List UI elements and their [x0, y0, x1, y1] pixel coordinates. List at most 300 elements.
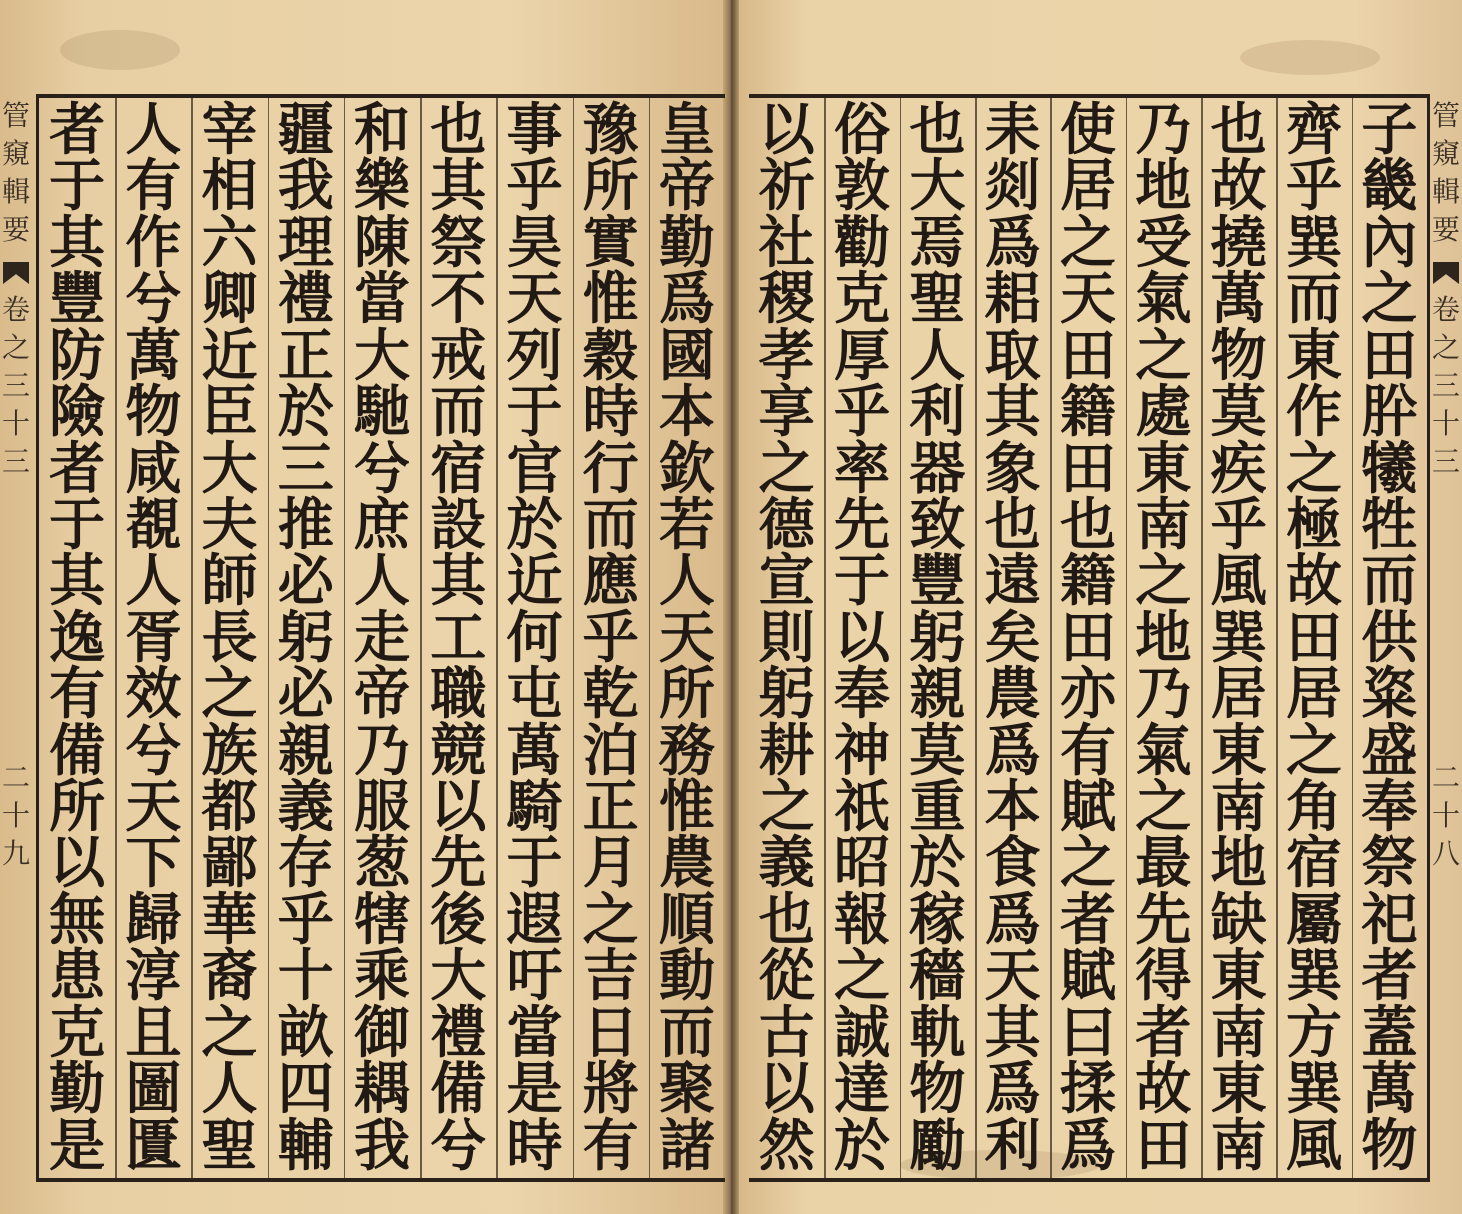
character: 十 [277, 943, 334, 1010]
character: 近 [201, 322, 258, 389]
character: 諸 [658, 1112, 715, 1179]
character: 近 [506, 548, 563, 615]
character: 昭 [834, 830, 890, 897]
text-column [652, 97, 722, 1179]
character: 華 [201, 886, 258, 953]
character: 四 [277, 1056, 334, 1123]
character: 于 [506, 379, 563, 446]
character: 于 [49, 491, 106, 558]
character: 聚 [658, 1056, 715, 1123]
character: 乾 [582, 661, 639, 728]
character: 者 [1060, 886, 1116, 953]
character: 乎 [1286, 153, 1342, 220]
character: 乃 [1135, 97, 1192, 163]
character: 亦 [1060, 661, 1116, 728]
margin-character: 窺 [1431, 137, 1460, 170]
character: 騎 [506, 774, 563, 841]
character: 內 [1361, 209, 1418, 276]
character: 工 [430, 604, 487, 671]
character: 人 [909, 322, 966, 389]
text-column [195, 97, 265, 1179]
character: 東 [1210, 943, 1267, 1010]
character: 也 [1210, 97, 1267, 163]
character: 六 [201, 209, 258, 276]
character: 爲 [984, 886, 1041, 953]
character: 爲 [658, 266, 715, 333]
character: 使 [1060, 97, 1116, 163]
character: 我 [277, 153, 334, 220]
character: 禮 [430, 999, 487, 1066]
character: 是 [506, 1056, 563, 1123]
character: 德 [758, 491, 815, 558]
margin-character: 九 [1, 837, 30, 870]
column-rule [1126, 98, 1128, 1178]
character: 缺 [1210, 886, 1267, 953]
character: 物 [1361, 1112, 1418, 1179]
character: 乎 [582, 604, 639, 671]
character: 將 [582, 1056, 639, 1123]
column-rule [1201, 98, 1203, 1178]
character: 鄙 [201, 830, 258, 897]
character: 取 [984, 322, 1041, 389]
character: 之 [201, 661, 258, 728]
character: 乎 [834, 379, 890, 446]
character: 存 [277, 830, 334, 897]
character: 義 [277, 774, 334, 841]
character: 祀 [1361, 886, 1418, 953]
character: 田 [1135, 1112, 1192, 1179]
character: 胥 [125, 604, 182, 671]
character: 達 [834, 1056, 890, 1123]
character: 者 [1361, 943, 1418, 1010]
character: 卿 [201, 266, 258, 333]
left-text-frame [36, 94, 725, 1182]
character: 其 [430, 153, 487, 220]
character: 田 [1060, 435, 1116, 502]
character: 人 [354, 548, 410, 615]
character: 祭 [430, 209, 487, 276]
character: 以 [430, 774, 487, 841]
character: 逸 [49, 604, 106, 671]
character: 長 [201, 604, 258, 671]
character: 勤 [658, 209, 715, 276]
character: 豫 [582, 97, 639, 163]
character: 屯 [506, 661, 563, 728]
character: 樂 [354, 153, 410, 220]
character: 之 [1361, 266, 1418, 333]
character: 莫 [909, 717, 966, 784]
margin-character: 二 [1431, 761, 1460, 794]
paper-stain [60, 30, 180, 70]
character: 耜 [984, 266, 1041, 333]
character: 大 [430, 943, 487, 1010]
right-margin-volume [1431, 293, 1460, 482]
character: 爲 [984, 717, 1041, 784]
text-column [1053, 97, 1123, 1179]
character: 也 [758, 886, 815, 953]
character: 我 [354, 1112, 410, 1179]
character: 其 [49, 209, 106, 276]
character: 和 [354, 97, 410, 163]
character: 實 [582, 209, 639, 276]
character: 帝 [658, 153, 715, 220]
character: 險 [49, 379, 106, 446]
character: 兮 [430, 1112, 487, 1179]
paper-stain [1240, 40, 1380, 75]
margin-character: 輯 [1, 175, 30, 208]
character: 之 [1060, 209, 1116, 276]
character: 人 [125, 548, 182, 615]
character: 匱 [125, 1112, 182, 1179]
column-rule [1276, 98, 1278, 1178]
character: 於 [909, 830, 966, 897]
character: 其 [430, 548, 487, 615]
character: 稷 [758, 266, 815, 333]
character: 族 [201, 717, 258, 784]
character: 故 [1286, 548, 1342, 615]
character: 故 [1135, 1056, 1192, 1123]
character: 田 [1060, 604, 1116, 671]
character: 也 [984, 491, 1041, 558]
character: 物 [909, 1056, 966, 1123]
character: 牲 [1361, 491, 1418, 558]
margin-character: 要 [1431, 213, 1460, 246]
character: 天 [1060, 266, 1116, 333]
character: 惟 [658, 774, 715, 841]
character: 推 [277, 491, 334, 558]
character: 極 [1286, 491, 1342, 558]
character: 居 [1210, 661, 1267, 728]
character: 皇 [658, 97, 715, 163]
character: 禮 [277, 266, 334, 333]
character: 聖 [909, 266, 966, 333]
character: 遐 [506, 886, 563, 953]
character: 是 [49, 1112, 106, 1179]
text-column [827, 97, 897, 1179]
margin-character: 之 [1431, 331, 1460, 364]
character: 肸 [1361, 379, 1418, 446]
character: 于 [49, 153, 106, 220]
character: 祈 [758, 153, 815, 220]
character: 理 [277, 209, 334, 276]
margin-character: 管 [1431, 99, 1460, 132]
character: 作 [1286, 379, 1342, 446]
character: 之 [1286, 435, 1342, 502]
character: 宰 [201, 97, 258, 163]
character: 屬 [1286, 886, 1342, 953]
character: 後 [430, 886, 487, 953]
character: 何 [506, 604, 563, 671]
column-rule [420, 98, 422, 1178]
character: 巽 [1286, 1056, 1342, 1123]
margin-character: 二 [1, 761, 30, 794]
character: 勸 [834, 209, 890, 276]
character: 之 [758, 774, 815, 841]
character: 親 [277, 717, 334, 784]
character: 有 [582, 1112, 639, 1179]
character: 剡 [984, 153, 1041, 220]
character: 防 [49, 322, 106, 389]
text-column [1128, 97, 1198, 1179]
character: 焉 [909, 209, 966, 276]
character: 畝 [277, 999, 334, 1066]
character: 奉 [1361, 774, 1418, 841]
character: 先 [430, 830, 487, 897]
character: 必 [277, 548, 334, 615]
character: 事 [506, 97, 563, 163]
character: 服 [354, 774, 410, 841]
character: 昊 [506, 209, 563, 276]
character: 勤 [49, 1056, 106, 1123]
character: 角 [1286, 774, 1342, 841]
character: 東 [1286, 322, 1342, 389]
character: 本 [984, 774, 1041, 841]
character: 氣 [1135, 266, 1192, 333]
character: 于 [506, 830, 563, 897]
character: 所 [582, 153, 639, 220]
text-column [978, 97, 1048, 1179]
character: 而 [658, 999, 715, 1066]
character: 咸 [125, 435, 182, 502]
text-column [42, 97, 112, 1179]
character: 其 [49, 548, 106, 615]
character: 泊 [582, 717, 639, 784]
character: 若 [658, 491, 715, 558]
character: 臣 [201, 379, 258, 446]
character: 東 [1135, 435, 1192, 502]
column-rule [115, 98, 117, 1178]
character: 欽 [658, 435, 715, 502]
character: 人 [658, 548, 715, 615]
character: 不 [430, 266, 487, 333]
character: 之 [1135, 774, 1192, 841]
character: 克 [834, 266, 890, 333]
character: 宿 [430, 435, 487, 502]
column-rule [824, 98, 826, 1178]
character: 受 [1135, 209, 1192, 276]
column-rule [1050, 98, 1052, 1178]
left-margin-folio [1, 761, 30, 874]
character: 官 [506, 435, 563, 502]
character: 籍 [1060, 548, 1116, 615]
character: 祇 [834, 774, 890, 841]
character: 動 [658, 943, 715, 1010]
margin-character: 三 [1431, 369, 1460, 402]
character: 方 [1286, 999, 1342, 1066]
right-margin-folio [1431, 761, 1460, 874]
text-column [752, 97, 822, 1179]
character: 躬 [909, 604, 966, 671]
character: 俗 [834, 97, 890, 163]
character: 馳 [354, 379, 410, 446]
character: 務 [658, 717, 715, 784]
column-rule [344, 98, 346, 1178]
character: 克 [49, 999, 106, 1066]
character: 籍 [1060, 379, 1116, 446]
character: 遠 [984, 548, 1041, 615]
character: 之 [201, 999, 258, 1066]
text-column [347, 97, 417, 1179]
fish-tail-mark [1433, 262, 1459, 284]
character: 處 [1135, 379, 1192, 446]
character: 之 [1135, 548, 1192, 615]
character: 乃 [1135, 661, 1192, 728]
character: 古 [758, 999, 815, 1066]
character: 孝 [758, 322, 815, 389]
left-margin-volume [1, 293, 30, 482]
character: 吁 [506, 943, 563, 1010]
margin-character: 之 [1, 331, 30, 364]
character: 天 [658, 604, 715, 671]
column-rule [191, 98, 193, 1178]
column-rule [573, 98, 575, 1178]
character: 莫 [1210, 379, 1267, 446]
text-column [576, 97, 646, 1179]
character: 時 [506, 1112, 563, 1179]
character: 宣 [758, 548, 815, 615]
character: 稼 [909, 886, 966, 953]
character: 兮 [125, 266, 182, 333]
character: 之 [582, 886, 639, 953]
margin-character: 卷 [1431, 293, 1460, 326]
character: 田 [1060, 322, 1116, 389]
character: 巽 [1210, 604, 1267, 671]
character: 葱 [354, 830, 410, 897]
character: 所 [658, 661, 715, 728]
character: 其 [984, 379, 1041, 446]
character: 而 [1286, 266, 1342, 333]
character: 疾 [1210, 435, 1267, 502]
character: 應 [582, 548, 639, 615]
character: 而 [1361, 548, 1418, 615]
margin-character: 窺 [1, 137, 30, 170]
margin-character: 三 [1431, 445, 1460, 478]
character: 物 [1210, 322, 1267, 389]
character: 也 [430, 97, 487, 163]
character: 陳 [354, 209, 410, 276]
character: 穀 [582, 322, 639, 389]
character: 大 [201, 435, 258, 502]
character: 氣 [1135, 717, 1192, 784]
character: 下 [125, 830, 182, 897]
character: 耒 [984, 97, 1041, 163]
character: 有 [49, 661, 106, 728]
character: 報 [834, 886, 890, 953]
character: 三 [277, 435, 334, 502]
character: 田 [1286, 604, 1342, 671]
column-rule [268, 98, 270, 1178]
character: 穡 [909, 943, 966, 1010]
text-column [423, 97, 493, 1179]
character: 故 [1210, 153, 1267, 220]
character: 本 [658, 379, 715, 446]
character: 而 [430, 379, 487, 446]
character: 耦 [354, 1056, 410, 1123]
character: 器 [909, 435, 966, 502]
character: 物 [125, 379, 182, 446]
character: 患 [49, 943, 106, 1010]
character: 曰 [1060, 999, 1116, 1066]
margin-character: 三 [1, 369, 30, 402]
character: 畿 [1361, 153, 1418, 220]
character: 奉 [834, 661, 890, 728]
character: 重 [909, 774, 966, 841]
character: 居 [1286, 661, 1342, 728]
character: 誠 [834, 999, 890, 1066]
character: 利 [984, 1112, 1041, 1179]
column-rule [496, 98, 498, 1178]
character: 社 [758, 209, 815, 276]
text-column [1279, 97, 1349, 1179]
character: 盛 [1361, 717, 1418, 784]
character: 大 [909, 153, 966, 220]
character: 犧 [1361, 435, 1418, 502]
right-page-margin [1430, 94, 1462, 1174]
character: 田 [1361, 322, 1418, 389]
character: 東 [1210, 717, 1267, 784]
character: 之 [758, 435, 815, 502]
character: 爲 [984, 209, 1041, 276]
character: 於 [277, 379, 334, 446]
character: 者 [1135, 999, 1192, 1066]
character: 以 [49, 830, 106, 897]
character: 設 [430, 491, 487, 558]
character: 於 [506, 491, 563, 558]
character: 兮 [125, 717, 182, 784]
character: 戒 [430, 322, 487, 389]
character: 義 [758, 830, 815, 897]
character: 兮 [354, 435, 410, 502]
character: 象 [984, 435, 1041, 502]
character: 風 [1286, 1112, 1342, 1179]
character: 爲 [984, 1056, 1041, 1123]
character: 有 [1060, 717, 1116, 784]
character: 豐 [49, 266, 106, 333]
character: 蓋 [1361, 999, 1418, 1066]
character: 時 [582, 379, 639, 446]
character: 以 [834, 604, 890, 671]
character: 者 [49, 97, 106, 163]
character: 無 [49, 886, 106, 953]
column-rule [975, 98, 977, 1178]
character: 賦 [1060, 943, 1116, 1010]
character: 正 [277, 322, 334, 389]
character: 行 [582, 435, 639, 502]
character: 農 [658, 830, 715, 897]
character: 疆 [277, 97, 334, 163]
margin-character: 十 [1431, 799, 1460, 832]
character: 宿 [1286, 830, 1342, 897]
text-column [1354, 97, 1424, 1179]
character: 南 [1210, 1112, 1267, 1179]
character: 作 [125, 209, 182, 276]
character: 先 [1135, 886, 1192, 953]
character: 厚 [834, 322, 890, 389]
character: 其 [984, 999, 1041, 1066]
character: 南 [1135, 491, 1192, 558]
character: 乎 [506, 153, 563, 220]
margin-character: 十 [1, 799, 30, 832]
character: 萬 [1210, 266, 1267, 333]
text-column [499, 97, 569, 1179]
character: 師 [201, 548, 258, 615]
character: 揉 [1060, 1056, 1116, 1123]
character: 天 [984, 943, 1041, 1010]
character: 之 [834, 943, 890, 1010]
margin-character: 卷 [1, 293, 30, 326]
character: 正 [582, 774, 639, 841]
character: 於 [834, 1112, 890, 1179]
